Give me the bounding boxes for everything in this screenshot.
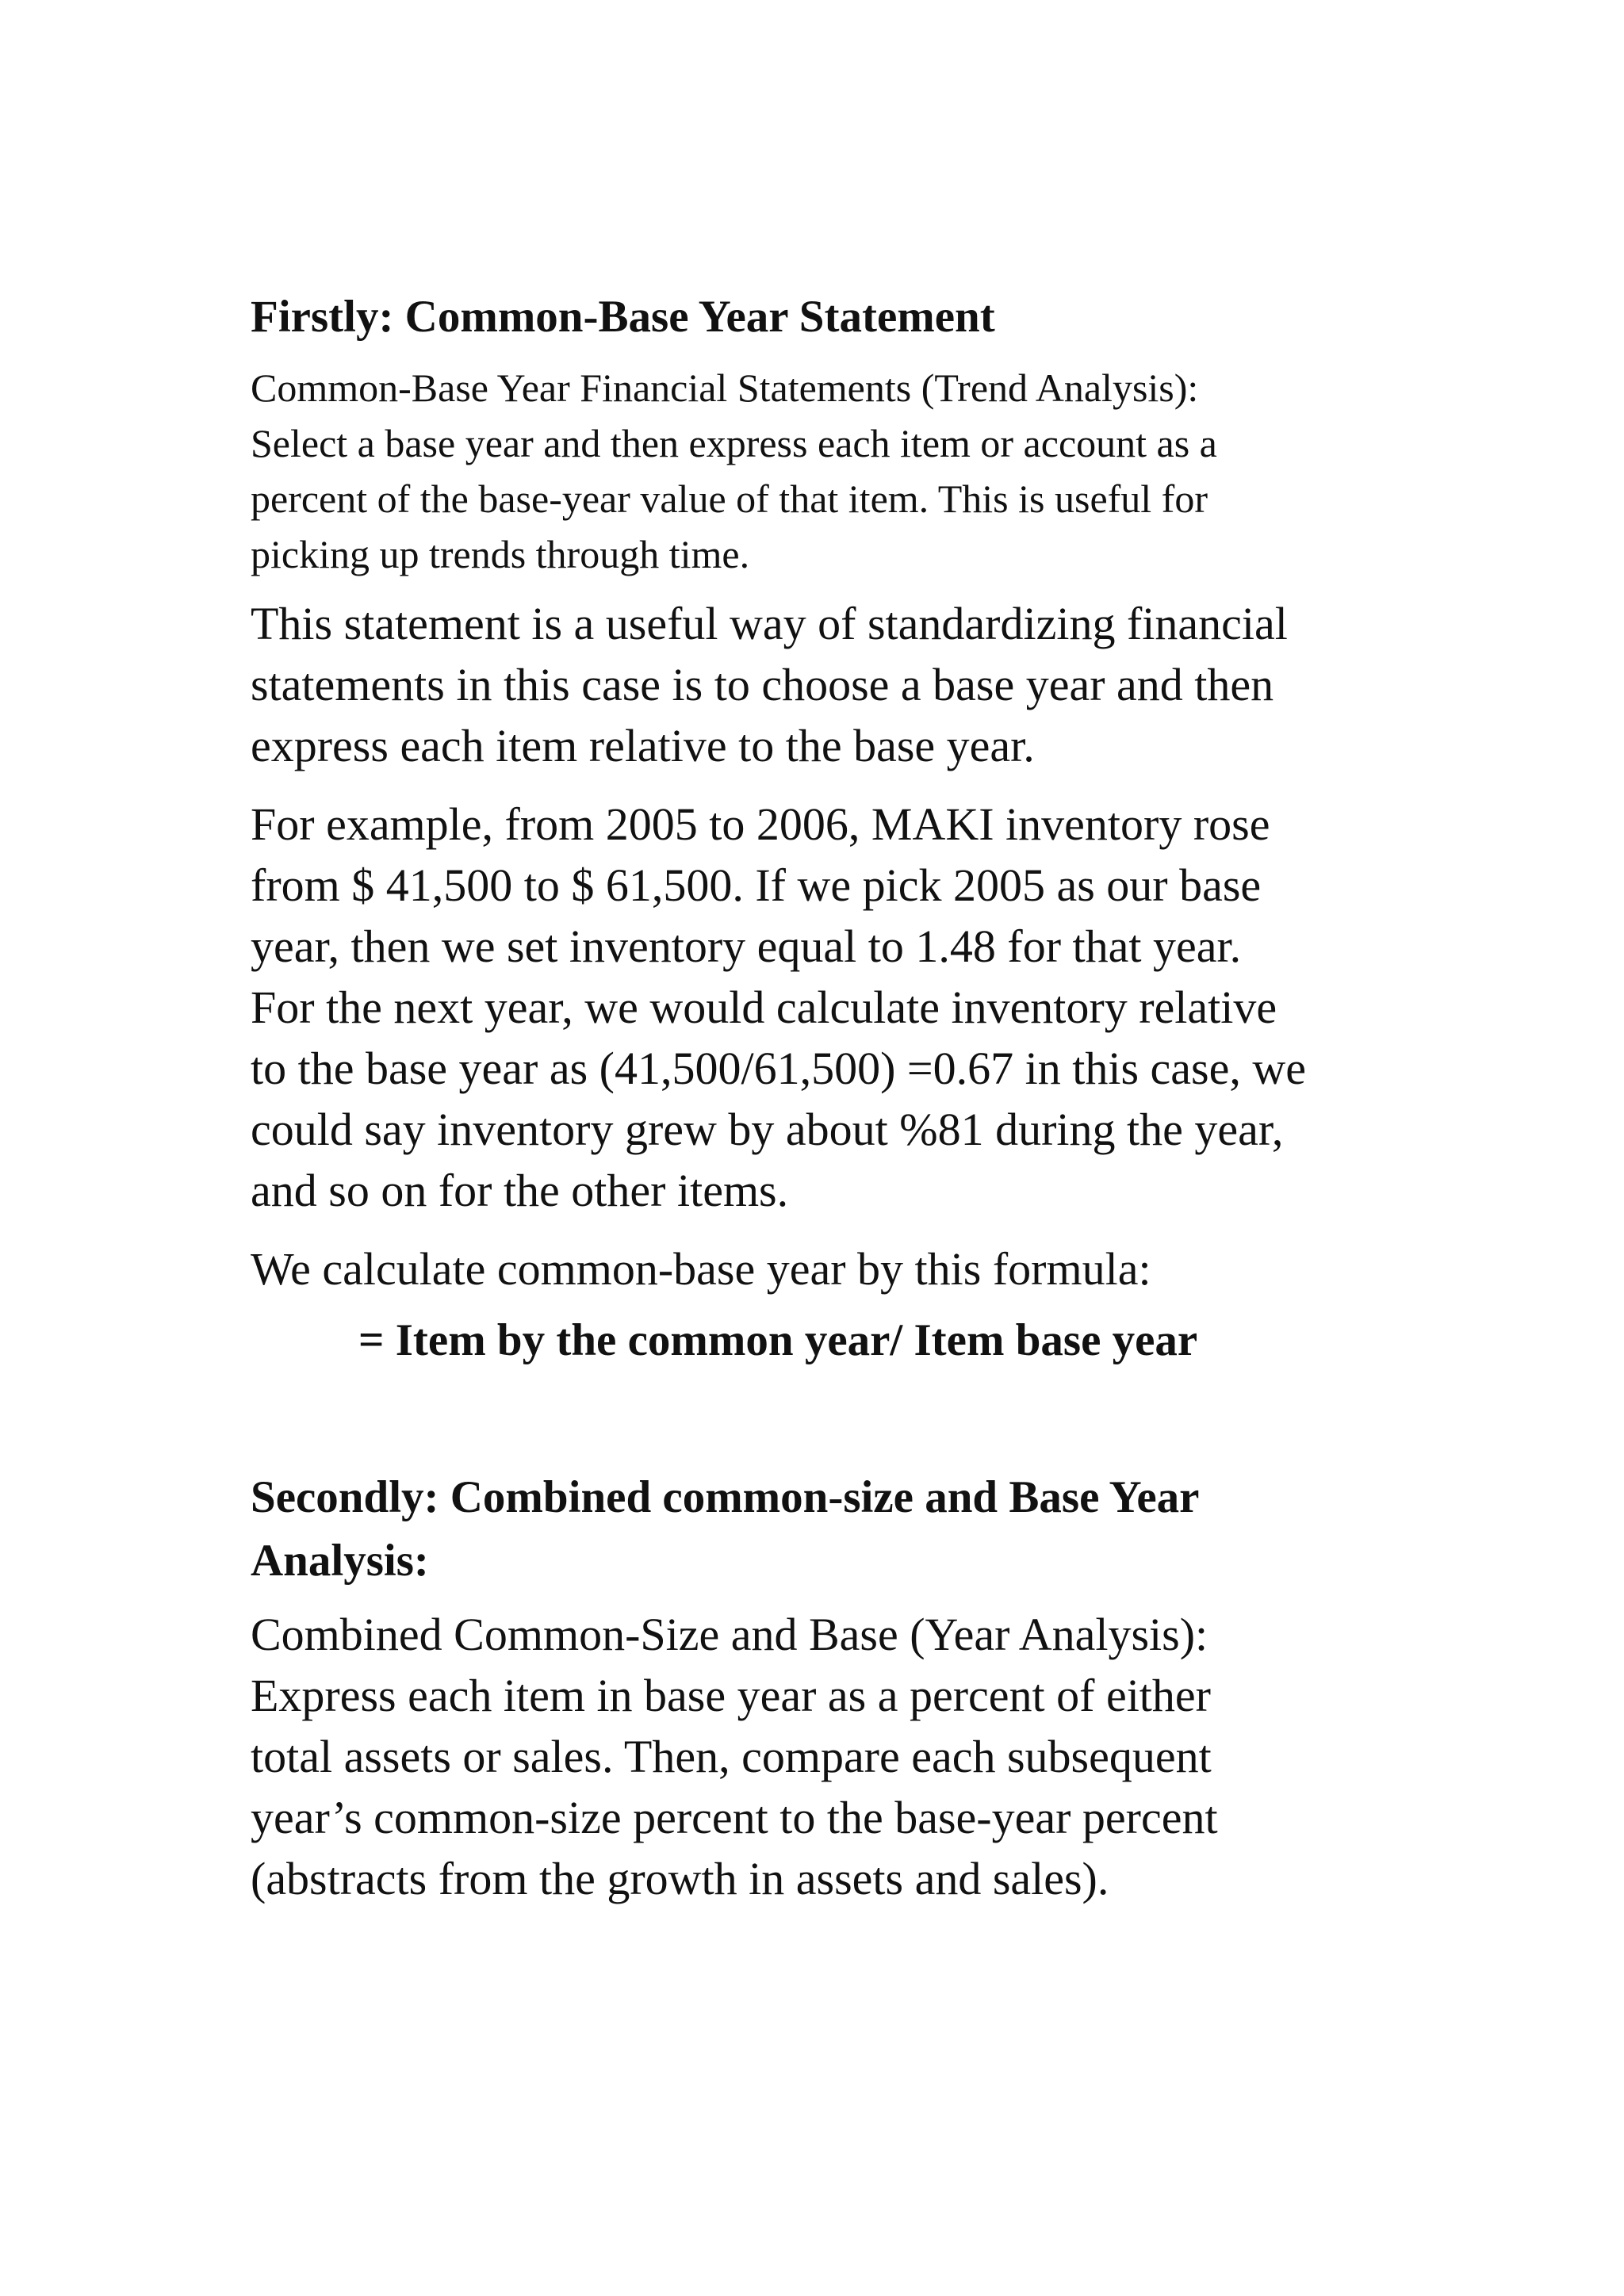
section1-paragraph-line: This statement is a useful way of standardizing financial — [251, 598, 1288, 649]
section2-heading-line: Secondly: Combined common-size and Base Year — [251, 1472, 1200, 1522]
section1-example-line: to the base year as (41,500/61,500) =0.67 in this case, we — [251, 1043, 1306, 1094]
section1-paragraph-line: express each item relative to the base year. — [251, 720, 1035, 771]
section1-definition-line: picking up trends through time. — [251, 532, 750, 576]
section2-definition — [251, 1604, 1408, 1909]
section1-example-line: and so on for the other items. — [251, 1165, 789, 1216]
section2-definition-line: total assets or sales. Then, compare each subsequent — [251, 1731, 1212, 1782]
section1-example-line: could say inventory grew by about %81 during the year, — [251, 1104, 1284, 1155]
section1-example — [251, 794, 1408, 1221]
section1-example-line: For the next year, we would calculate inventory relative — [251, 982, 1277, 1033]
formula-intro — [251, 1238, 1408, 1299]
formula-intro-text: We calculate common-base year by this formula: — [251, 1243, 1151, 1295]
section2-heading — [251, 1466, 1408, 1593]
section1-definition-line: Select a base year and then express each item or account as a — [251, 421, 1217, 465]
section1-example-line: For example, from 2005 to 2006, MAKI inventory rose — [251, 798, 1270, 850]
section2-heading-line: Analysis: — [251, 1536, 429, 1586]
section1-heading: Firstly: Common-Base Year Statement — [251, 292, 995, 342]
section1-definition-line: Common-Base Year Financial Statements (Trend Analysis): — [251, 365, 1199, 410]
formula: = Item by the common year/ Item base year — [358, 1315, 1198, 1365]
document-page — [251, 285, 1408, 1927]
section2-definition-line: Combined Common-Size and Base (Year Analysis): — [251, 1609, 1208, 1660]
section1-paragraph-line: statements in this case is to choose a base year and then — [251, 659, 1274, 710]
section2-definition-line: year’s common-size percent to the base-year percent — [251, 1792, 1218, 1843]
section2-definition-line: Express each item in base year as a percent of either — [251, 1670, 1211, 1721]
section1-definition — [251, 360, 1408, 582]
section1-paragraph — [251, 593, 1408, 776]
section1-example-line: year, then we set inventory equal to 1.48 for that year. — [251, 920, 1242, 972]
section1-definition-line: percent of the base-year value of that item. This is useful for — [251, 476, 1208, 521]
section2-definition-line: (abstracts from the growth in assets and sales). — [251, 1853, 1109, 1904]
section1-example-line: from $ 41,500 to $ 61,500. If we pick 2005 as our base — [251, 859, 1262, 911]
